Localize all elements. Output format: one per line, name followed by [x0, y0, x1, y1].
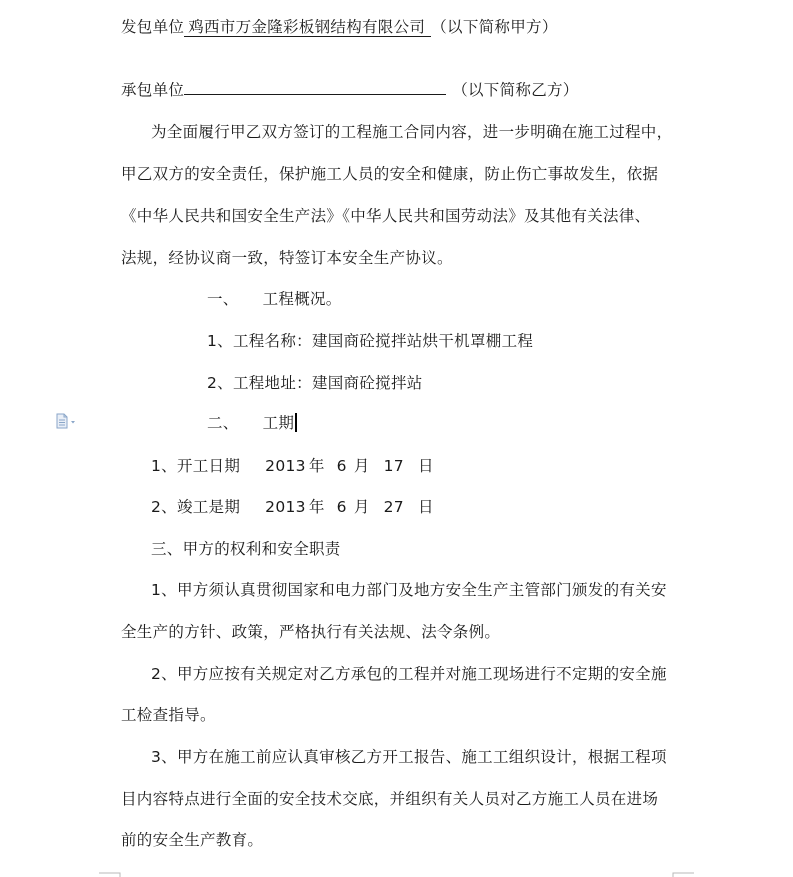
- party-a-suffix: （以下简称甲方）: [431, 18, 558, 36]
- end-date-line: [151, 497, 434, 517]
- section-1-title: 工程概况。: [262, 290, 342, 308]
- clause-line-6: 目内容特点进行全面的安全技术交底，并组织有关人员对乙方施工人员在进场: [121, 790, 659, 808]
- section-2-title: 工期: [262, 414, 295, 432]
- party-b-name-blank: [184, 80, 446, 95]
- party-a-line: [121, 17, 558, 37]
- start-year: 2013: [265, 457, 306, 475]
- clause-line-4: 工检查指导。: [121, 706, 216, 724]
- section-2-heading[interactable]: [207, 413, 297, 433]
- end-month: 6: [336, 498, 347, 516]
- party-a-label: 发包单位: [121, 18, 185, 36]
- end-year: 2013: [265, 498, 306, 516]
- section-3-heading: 三、甲方的权利和安全职责: [151, 540, 341, 558]
- party-b-label: 承包单位: [121, 81, 185, 99]
- clause-line-3: 2、甲方应按有关规定对乙方承包的工程并对施工现场进行不定期的安全施: [151, 665, 667, 683]
- clause-line-2: 全生产的方针、政策，严格执行有关法规、法令条例。: [121, 623, 501, 641]
- project-name: 1、工程名称：建国商砼搅拌站烘干机罩棚工程: [207, 332, 534, 350]
- text-cursor: [295, 413, 297, 432]
- start-month: 6: [336, 457, 347, 475]
- party-a-name: 鸡西市万金隆彩板钢结构有限公司: [184, 18, 431, 37]
- intro-line-1: 为全面履行甲乙双方签订的工程施工合同内容，进一步明确在施工过程中，: [151, 123, 673, 141]
- start-month-unit: 月: [353, 457, 370, 475]
- end-day: 27: [383, 498, 404, 516]
- intro-line-2: 甲乙双方的安全责任，保护施工人员的安全和健康，防止伤亡事故发生，依据: [121, 165, 659, 183]
- clause-line-1: 1、甲方须认真贯彻国家和电力部门及地方安全生产主管部门颁发的有关安: [151, 581, 667, 599]
- end-month-unit: 月: [353, 498, 370, 516]
- end-year-unit: 年: [308, 498, 325, 516]
- page-corner-mark-left: [99, 867, 121, 877]
- clause-line-7: 前的安全生产教育。: [121, 831, 264, 849]
- start-day-unit: 日: [417, 457, 434, 475]
- start-year-unit: 年: [308, 457, 325, 475]
- section-1-number: 一、: [207, 290, 239, 308]
- end-day-unit: 日: [417, 498, 434, 516]
- party-b-line: [121, 80, 579, 100]
- section-1-heading: [207, 289, 342, 309]
- clause-line-5: 3、甲方在施工前应认真审核乙方开工报告、施工工组织设计，根据工程项: [151, 748, 667, 766]
- project-address: 2、工程地址：建国商砼搅拌站: [207, 374, 423, 392]
- start-day: 17: [383, 457, 404, 475]
- start-date-line: [151, 456, 434, 476]
- end-date-label: 2、竣工是期: [151, 498, 241, 516]
- page-corner-mark-right: [672, 867, 694, 877]
- party-b-suffix: （以下简称乙方）: [452, 81, 579, 99]
- intro-line-3: 《中华人民共和国安全生产法》《中华人民共和国劳动法》及其他有关法律、: [121, 207, 651, 225]
- section-2-number: 二、: [207, 414, 239, 432]
- intro-line-4: 法规，经协议商一致，特签订本安全生产协议。: [121, 249, 453, 267]
- document-options-icon[interactable]: [55, 413, 77, 429]
- start-date-label: 1、开工日期: [151, 457, 241, 475]
